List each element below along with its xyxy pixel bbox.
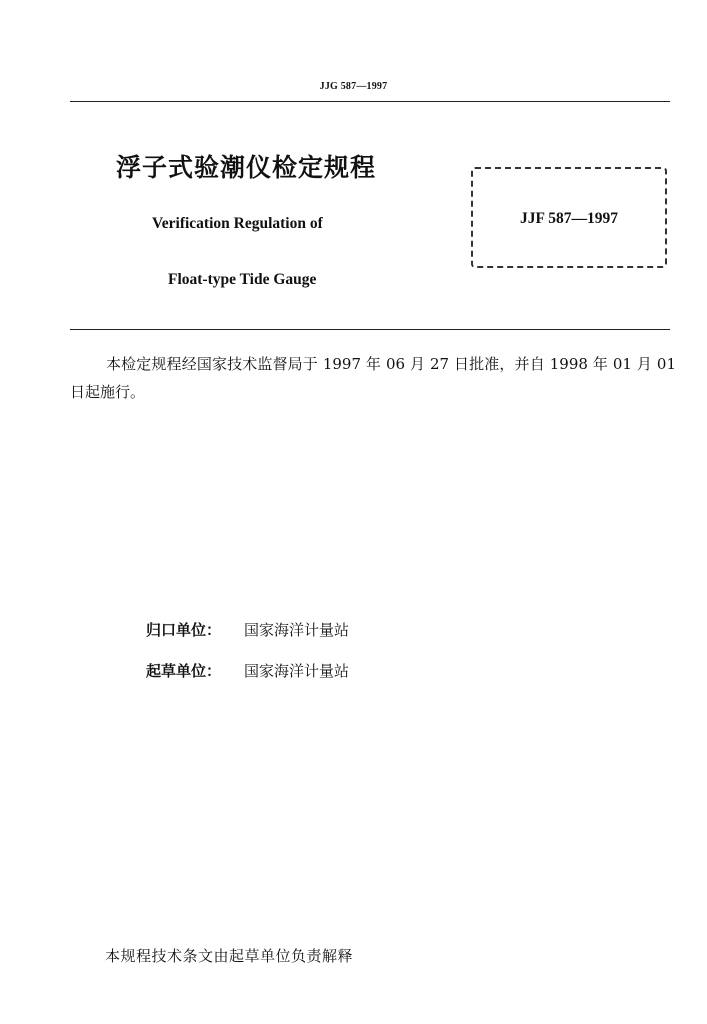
interpretation-note: 本规程技术条文由起草单位负责解释 [105,947,354,965]
approval-statement: 本检定规程经国家技术监督局于 1997 年 06 月 27 日批准，并自 1998 年 01 月 01 日起施行。 [70,355,676,401]
drafting-unit-row [146,660,349,681]
title-divider [70,329,670,330]
responsible-unit-label: 归口单位： [146,621,222,639]
standard-code: JJF 587—1997 [519,210,619,227]
title-chinese: 浮子式验潮仪检定规程 [116,153,377,182]
responsible-unit-row [146,619,349,640]
title-english-line-1: Verification Regulation of [152,215,323,232]
header-divider [70,101,670,102]
drafting-unit-value: 国家海洋计量站 [244,662,350,680]
responsible-unit-value: 国家海洋计量站 [244,621,350,639]
header-standard-code: JJG 587—1997 [319,81,388,92]
title-english-line-2: Float-type Tide Gauge [168,271,317,288]
drafting-unit-label: 起草单位： [146,662,222,680]
